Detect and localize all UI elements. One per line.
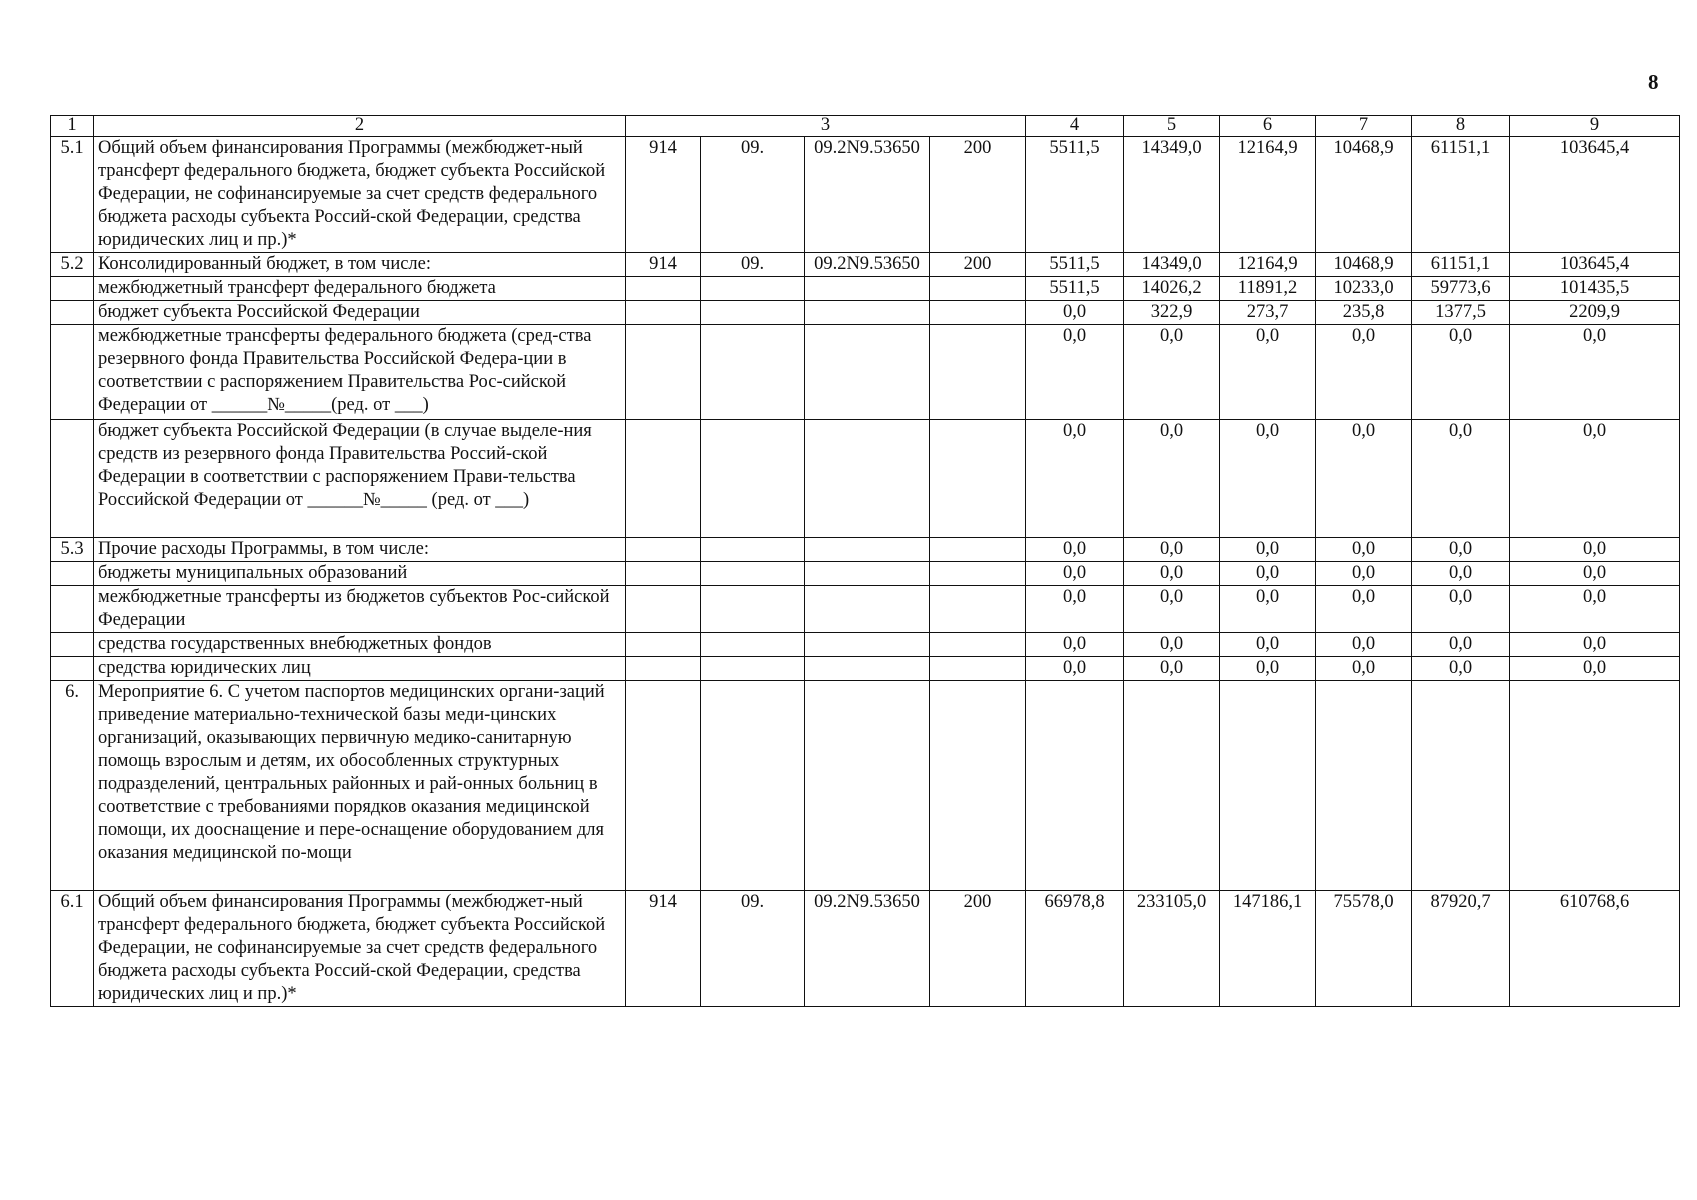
value-col-8: 0,0 xyxy=(1412,657,1510,681)
code-section xyxy=(701,277,805,301)
code-target-article xyxy=(805,633,930,657)
value-col-8: 87920,7 xyxy=(1412,891,1510,1007)
table-row xyxy=(51,277,1680,301)
table-row xyxy=(51,538,1680,562)
code-section xyxy=(701,657,805,681)
header-col-9: 9 xyxy=(1510,116,1680,137)
value-col-8: 0,0 xyxy=(1412,420,1510,538)
value-col-8: 61151,1 xyxy=(1412,137,1510,253)
code-grbs xyxy=(626,657,701,681)
value-col-6: 147186,1 xyxy=(1220,891,1316,1007)
code-expense-type: 200 xyxy=(930,253,1026,277)
table-row xyxy=(51,420,1680,538)
code-target-article xyxy=(805,586,930,633)
value-col-5: 0,0 xyxy=(1124,562,1220,586)
value-col-5: 322,9 xyxy=(1124,301,1220,325)
code-expense-type xyxy=(930,277,1026,301)
code-section xyxy=(701,681,805,891)
value-col-6: 11891,2 xyxy=(1220,277,1316,301)
code-section xyxy=(701,325,805,420)
value-col-9: 0,0 xyxy=(1510,538,1680,562)
value-col-6: 12164,9 xyxy=(1220,137,1316,253)
financing-table xyxy=(50,115,1680,1007)
value-col-9: 0,0 xyxy=(1510,562,1680,586)
value-col-6: 0,0 xyxy=(1220,657,1316,681)
code-target-article xyxy=(805,681,930,891)
row-number xyxy=(51,633,94,657)
code-grbs: 914 xyxy=(626,891,701,1007)
code-expense-type xyxy=(930,586,1026,633)
value-col-8 xyxy=(1412,681,1510,891)
row-description: межбюджетный трансферт федерального бюджета xyxy=(94,277,626,301)
value-col-6: 0,0 xyxy=(1220,538,1316,562)
value-col-9: 0,0 xyxy=(1510,420,1680,538)
code-expense-type xyxy=(930,325,1026,420)
code-grbs xyxy=(626,301,701,325)
row-description: межбюджетные трансферты федерального бюджета (сред-ства резервного фонда Правительства Российской Федера-ции в соответствии с распоряжением Правительства Рос-сийской Федерации от ______№_____(ред. от ___) xyxy=(94,325,626,420)
value-col-6: 0,0 xyxy=(1220,325,1316,420)
code-target-article: 09.2N9.53650 xyxy=(805,891,930,1007)
row-number xyxy=(51,277,94,301)
value-col-4: 66978,8 xyxy=(1026,891,1124,1007)
value-col-9: 0,0 xyxy=(1510,657,1680,681)
header-col-1: 1 xyxy=(51,116,94,137)
value-col-7: 10468,9 xyxy=(1316,137,1412,253)
code-expense-type xyxy=(930,538,1026,562)
code-grbs xyxy=(626,420,701,538)
value-col-5: 0,0 xyxy=(1124,633,1220,657)
code-expense-type: 200 xyxy=(930,891,1026,1007)
value-col-9: 0,0 xyxy=(1510,325,1680,420)
code-grbs: 914 xyxy=(626,253,701,277)
code-section: 09. xyxy=(701,137,805,253)
value-col-7: 0,0 xyxy=(1316,657,1412,681)
value-col-5: 0,0 xyxy=(1124,538,1220,562)
code-target-article: 09.2N9.53650 xyxy=(805,253,930,277)
code-target-article xyxy=(805,420,930,538)
row-number xyxy=(51,657,94,681)
value-col-4: 5511,5 xyxy=(1026,253,1124,277)
table-row xyxy=(51,137,1680,253)
value-col-9: 2209,9 xyxy=(1510,301,1680,325)
row-description: средства юридических лиц xyxy=(94,657,626,681)
code-section xyxy=(701,420,805,538)
value-col-5: 14349,0 xyxy=(1124,253,1220,277)
code-grbs xyxy=(626,633,701,657)
row-description: Общий объем финансирования Программы (межбюджет-ный трансферт федерального бюджета, бюджет субъекта Российской Федерации, не софинансируемые за счет средств федерального бюджета расходы субъекта Россий-ской Федерации, средства юридических лиц и пр.)* xyxy=(94,137,626,253)
row-number: 6. xyxy=(51,681,94,891)
value-col-9: 101435,5 xyxy=(1510,277,1680,301)
code-grbs xyxy=(626,681,701,891)
code-target-article xyxy=(805,301,930,325)
table-row xyxy=(51,586,1680,633)
code-target-article xyxy=(805,538,930,562)
table-row xyxy=(51,301,1680,325)
code-section xyxy=(701,562,805,586)
value-col-8: 0,0 xyxy=(1412,325,1510,420)
code-grbs xyxy=(626,538,701,562)
code-expense-type xyxy=(930,562,1026,586)
row-number: 5.1 xyxy=(51,137,94,253)
table-row xyxy=(51,253,1680,277)
row-description: Общий объем финансирования Программы (межбюджет-ный трансферт федерального бюджета, бюджет субъекта Российской Федерации, не софинансируемые за счет средств федерального бюджета расходы субъекта Россий-ской Федерации, средства юридических лиц и пр.)* xyxy=(94,891,626,1007)
value-col-5: 233105,0 xyxy=(1124,891,1220,1007)
row-description: Прочие расходы Программы, в том числе: xyxy=(94,538,626,562)
value-col-9 xyxy=(1510,681,1680,891)
value-col-4: 0,0 xyxy=(1026,301,1124,325)
code-section: 09. xyxy=(701,253,805,277)
code-target-article xyxy=(805,657,930,681)
value-col-8: 0,0 xyxy=(1412,562,1510,586)
row-description: бюджеты муниципальных образований xyxy=(94,562,626,586)
code-expense-type xyxy=(930,633,1026,657)
table-row xyxy=(51,657,1680,681)
code-section xyxy=(701,633,805,657)
value-col-4: 0,0 xyxy=(1026,633,1124,657)
row-number xyxy=(51,420,94,538)
row-description: бюджет субъекта Российской Федерации xyxy=(94,301,626,325)
row-description: средства государственных внебюджетных фондов xyxy=(94,633,626,657)
value-col-8: 0,0 xyxy=(1412,633,1510,657)
value-col-7: 10468,9 xyxy=(1316,253,1412,277)
value-col-9: 103645,4 xyxy=(1510,137,1680,253)
value-col-5: 0,0 xyxy=(1124,657,1220,681)
value-col-5: 14349,0 xyxy=(1124,137,1220,253)
value-col-5: 0,0 xyxy=(1124,325,1220,420)
code-grbs xyxy=(626,277,701,301)
value-col-7: 0,0 xyxy=(1316,633,1412,657)
code-target-article xyxy=(805,277,930,301)
code-grbs xyxy=(626,586,701,633)
code-target-article: 09.2N9.53650 xyxy=(805,137,930,253)
value-col-5: 0,0 xyxy=(1124,586,1220,633)
code-expense-type xyxy=(930,420,1026,538)
page-number: 8 xyxy=(1648,70,1659,94)
value-col-8: 61151,1 xyxy=(1412,253,1510,277)
value-col-7: 0,0 xyxy=(1316,325,1412,420)
header-col-8: 8 xyxy=(1412,116,1510,137)
table-row xyxy=(51,891,1680,1007)
value-col-6: 273,7 xyxy=(1220,301,1316,325)
value-col-4 xyxy=(1026,681,1124,891)
value-col-4: 0,0 xyxy=(1026,657,1124,681)
header-col-2: 2 xyxy=(94,116,626,137)
row-description: бюджет субъекта Российской Федерации (в случае выделе-ния средств из резервного фонда Правительства Россий-ской Федерации в соответствии с распоряжением Прави-тельства Российской Федерации от ______№_____ (ред. от ___) xyxy=(94,420,626,538)
row-number: 6.1 xyxy=(51,891,94,1007)
value-col-4: 0,0 xyxy=(1026,420,1124,538)
code-expense-type xyxy=(930,681,1026,891)
value-col-5 xyxy=(1124,681,1220,891)
value-col-6: 0,0 xyxy=(1220,633,1316,657)
value-col-6 xyxy=(1220,681,1316,891)
table-row xyxy=(51,681,1680,891)
header-col-7: 7 xyxy=(1316,116,1412,137)
value-col-4: 5511,5 xyxy=(1026,277,1124,301)
value-col-4: 0,0 xyxy=(1026,325,1124,420)
value-col-8: 0,0 xyxy=(1412,586,1510,633)
value-col-7: 0,0 xyxy=(1316,538,1412,562)
code-expense-type xyxy=(930,657,1026,681)
row-description: Мероприятие 6. С учетом паспортов медицинских органи-заций приведение материально-технической базы меди-цинских организаций, оказывающих первичную медико-санитарную помощь взрослым и детям, их обособленных структурных подразделений, центральных районных и рай-онных больниц в соответствие с требованиями порядков оказания медицинской помощи, их дооснащение и пере-оснащение оборудованием для оказания медицинской по-мощи xyxy=(94,681,626,891)
value-col-9: 0,0 xyxy=(1510,586,1680,633)
header-col-4: 4 xyxy=(1026,116,1124,137)
value-col-7 xyxy=(1316,681,1412,891)
code-target-article xyxy=(805,562,930,586)
row-number: 5.2 xyxy=(51,253,94,277)
value-col-7: 235,8 xyxy=(1316,301,1412,325)
value-col-7: 10233,0 xyxy=(1316,277,1412,301)
value-col-7: 75578,0 xyxy=(1316,891,1412,1007)
value-col-8: 59773,6 xyxy=(1412,277,1510,301)
value-col-9: 103645,4 xyxy=(1510,253,1680,277)
header-col-5: 5 xyxy=(1124,116,1220,137)
row-number xyxy=(51,562,94,586)
code-expense-type xyxy=(930,301,1026,325)
header-col-3: 3 xyxy=(626,116,1026,137)
row-description: межбюджетные трансферты из бюджетов субъектов Рос-сийской Федерации xyxy=(94,586,626,633)
code-grbs xyxy=(626,325,701,420)
value-col-6: 0,0 xyxy=(1220,562,1316,586)
code-target-article xyxy=(805,325,930,420)
value-col-4: 0,0 xyxy=(1026,538,1124,562)
value-col-4: 5511,5 xyxy=(1026,137,1124,253)
value-col-9: 610768,6 xyxy=(1510,891,1680,1007)
code-expense-type: 200 xyxy=(930,137,1026,253)
code-section xyxy=(701,301,805,325)
value-col-7: 0,0 xyxy=(1316,586,1412,633)
table-header-row xyxy=(51,116,1680,137)
code-grbs xyxy=(626,562,701,586)
value-col-4: 0,0 xyxy=(1026,586,1124,633)
value-col-8: 0,0 xyxy=(1412,538,1510,562)
table-row xyxy=(51,562,1680,586)
value-col-8: 1377,5 xyxy=(1412,301,1510,325)
value-col-7: 0,0 xyxy=(1316,420,1412,538)
code-grbs: 914 xyxy=(626,137,701,253)
code-section xyxy=(701,586,805,633)
code-section: 09. xyxy=(701,891,805,1007)
value-col-5: 14026,2 xyxy=(1124,277,1220,301)
row-number: 5.3 xyxy=(51,538,94,562)
value-col-4: 0,0 xyxy=(1026,562,1124,586)
row-number xyxy=(51,325,94,420)
row-number xyxy=(51,301,94,325)
value-col-5: 0,0 xyxy=(1124,420,1220,538)
value-col-6: 0,0 xyxy=(1220,420,1316,538)
value-col-7: 0,0 xyxy=(1316,562,1412,586)
value-col-9: 0,0 xyxy=(1510,633,1680,657)
value-col-6: 0,0 xyxy=(1220,586,1316,633)
value-col-6: 12164,9 xyxy=(1220,253,1316,277)
code-section xyxy=(701,538,805,562)
table-row xyxy=(51,325,1680,420)
table-row xyxy=(51,633,1680,657)
header-col-6: 6 xyxy=(1220,116,1316,137)
row-number xyxy=(51,586,94,633)
row-description: Консолидированный бюджет, в том числе: xyxy=(94,253,626,277)
